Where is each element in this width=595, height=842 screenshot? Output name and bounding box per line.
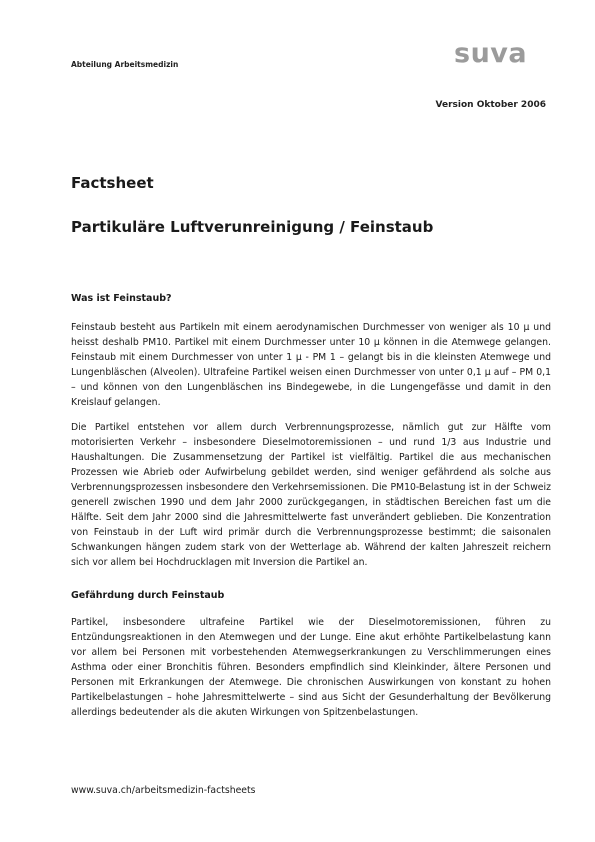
paragraph-sources: Die Partikel entstehen vor allem durch Verbrennungsprozesse, nämlich gut zur Hälfte vom motorisierten Verkehr – insbesondere Dieselmotoremissionen – und rund 1/3 aus Industrie und Haushaltungen. Die Zusammensetzung der Partikel ist vielfältig. Partikel die aus mechanischen Prozessen wie Abrieb oder Aufwirbelung gebildet werden, sind weniger gefährdend als solche aus Verbrennungsprozessen insbesondere den Verkehrsemissionen. Die PM10-Belastung ist in der Schweiz generell zwischen 1990 und dem Jahr 2000 zurückgegangen, in städtischen Bereichen fast um die Hälfte. Seit dem Jahr 2000 sind die Jahresmittelwerte fast unverändert geblieben. Die Konzentration von Feinstaub in der Luft wird primär durch die Verbrennungsprozesse bestimmt; die saisonalen Schwankungen hängen zudem stark von der Wetterlage ab. Während der kalten Jahreszeit reichern sich vor allem bei Hochdrucklagen mit Inversion die Partikel an.	[71, 422, 551, 568]
version-date: Version Oktober 2006	[435, 100, 546, 110]
section-heading-what-is-fine-dust: Was ist Feinstaub?	[71, 293, 172, 304]
department-label: Abteilung Arbeitsmedizin	[71, 60, 179, 69]
paragraph-hazard: Partikel, insbesondere ultrafeine Partikel wie der Dieselmotoremissionen, führen zu Entzündungsreaktionen in den Atemwegen und der Lunge. Eine akut erhöhte Partikelbelastung kann vor allem bei Personen mit vorbestehenden Atemwegserkrankungen zu Verschlimmerungen eines Asthma oder einer Bronchitis führen. Besonders empfindlich sind Kleinkinder, ältere Personen und Personen mit Erkrankungen der Atemwege. Die chronischen Auswirkungen von konstant zu hohen Partikelbelastungen – hohe Jahresmittelwerte – sind aus Sicht der Gesunderhaltung der Bevölkerung allerdings bedeutender als die akuten Wirkungen von Spitzenbelastungen.	[71, 617, 551, 718]
paragraph-definition: Feinstaub besteht aus Partikeln mit einem aerodynamischen Durchmesser von weniger als 10 μ und heisst deshalb PM10. Partikel mit einem Durchmesser unter 10 μ können in die Atemwege gelangen. Feinstaub mit einem Durchmesser von unter 1 μ - PM 1 – gelangt bis in die kleinsten Atemwege und Lungenbläschen (Alveolen). Ultrafeine Partikel weisen einen Durchmesser von unter 0,1 μ auf – PM 0,1 – und können von den Lungenbläschen ins Bindegewebe, in die Lungengefässe und damit in den Kreislauf gelangen.	[71, 322, 551, 408]
footer-url-link[interactable]: www.suva.ch/arbeitsmedizin-factsheets	[71, 785, 256, 796]
document-type: Factsheet	[71, 174, 154, 192]
suva-logo: suva	[454, 38, 528, 69]
document-title: Partikuläre Luftverunreinigung / Feinstaub	[71, 218, 434, 236]
section-heading-hazard: Gefährdung durch Feinstaub	[71, 590, 225, 601]
